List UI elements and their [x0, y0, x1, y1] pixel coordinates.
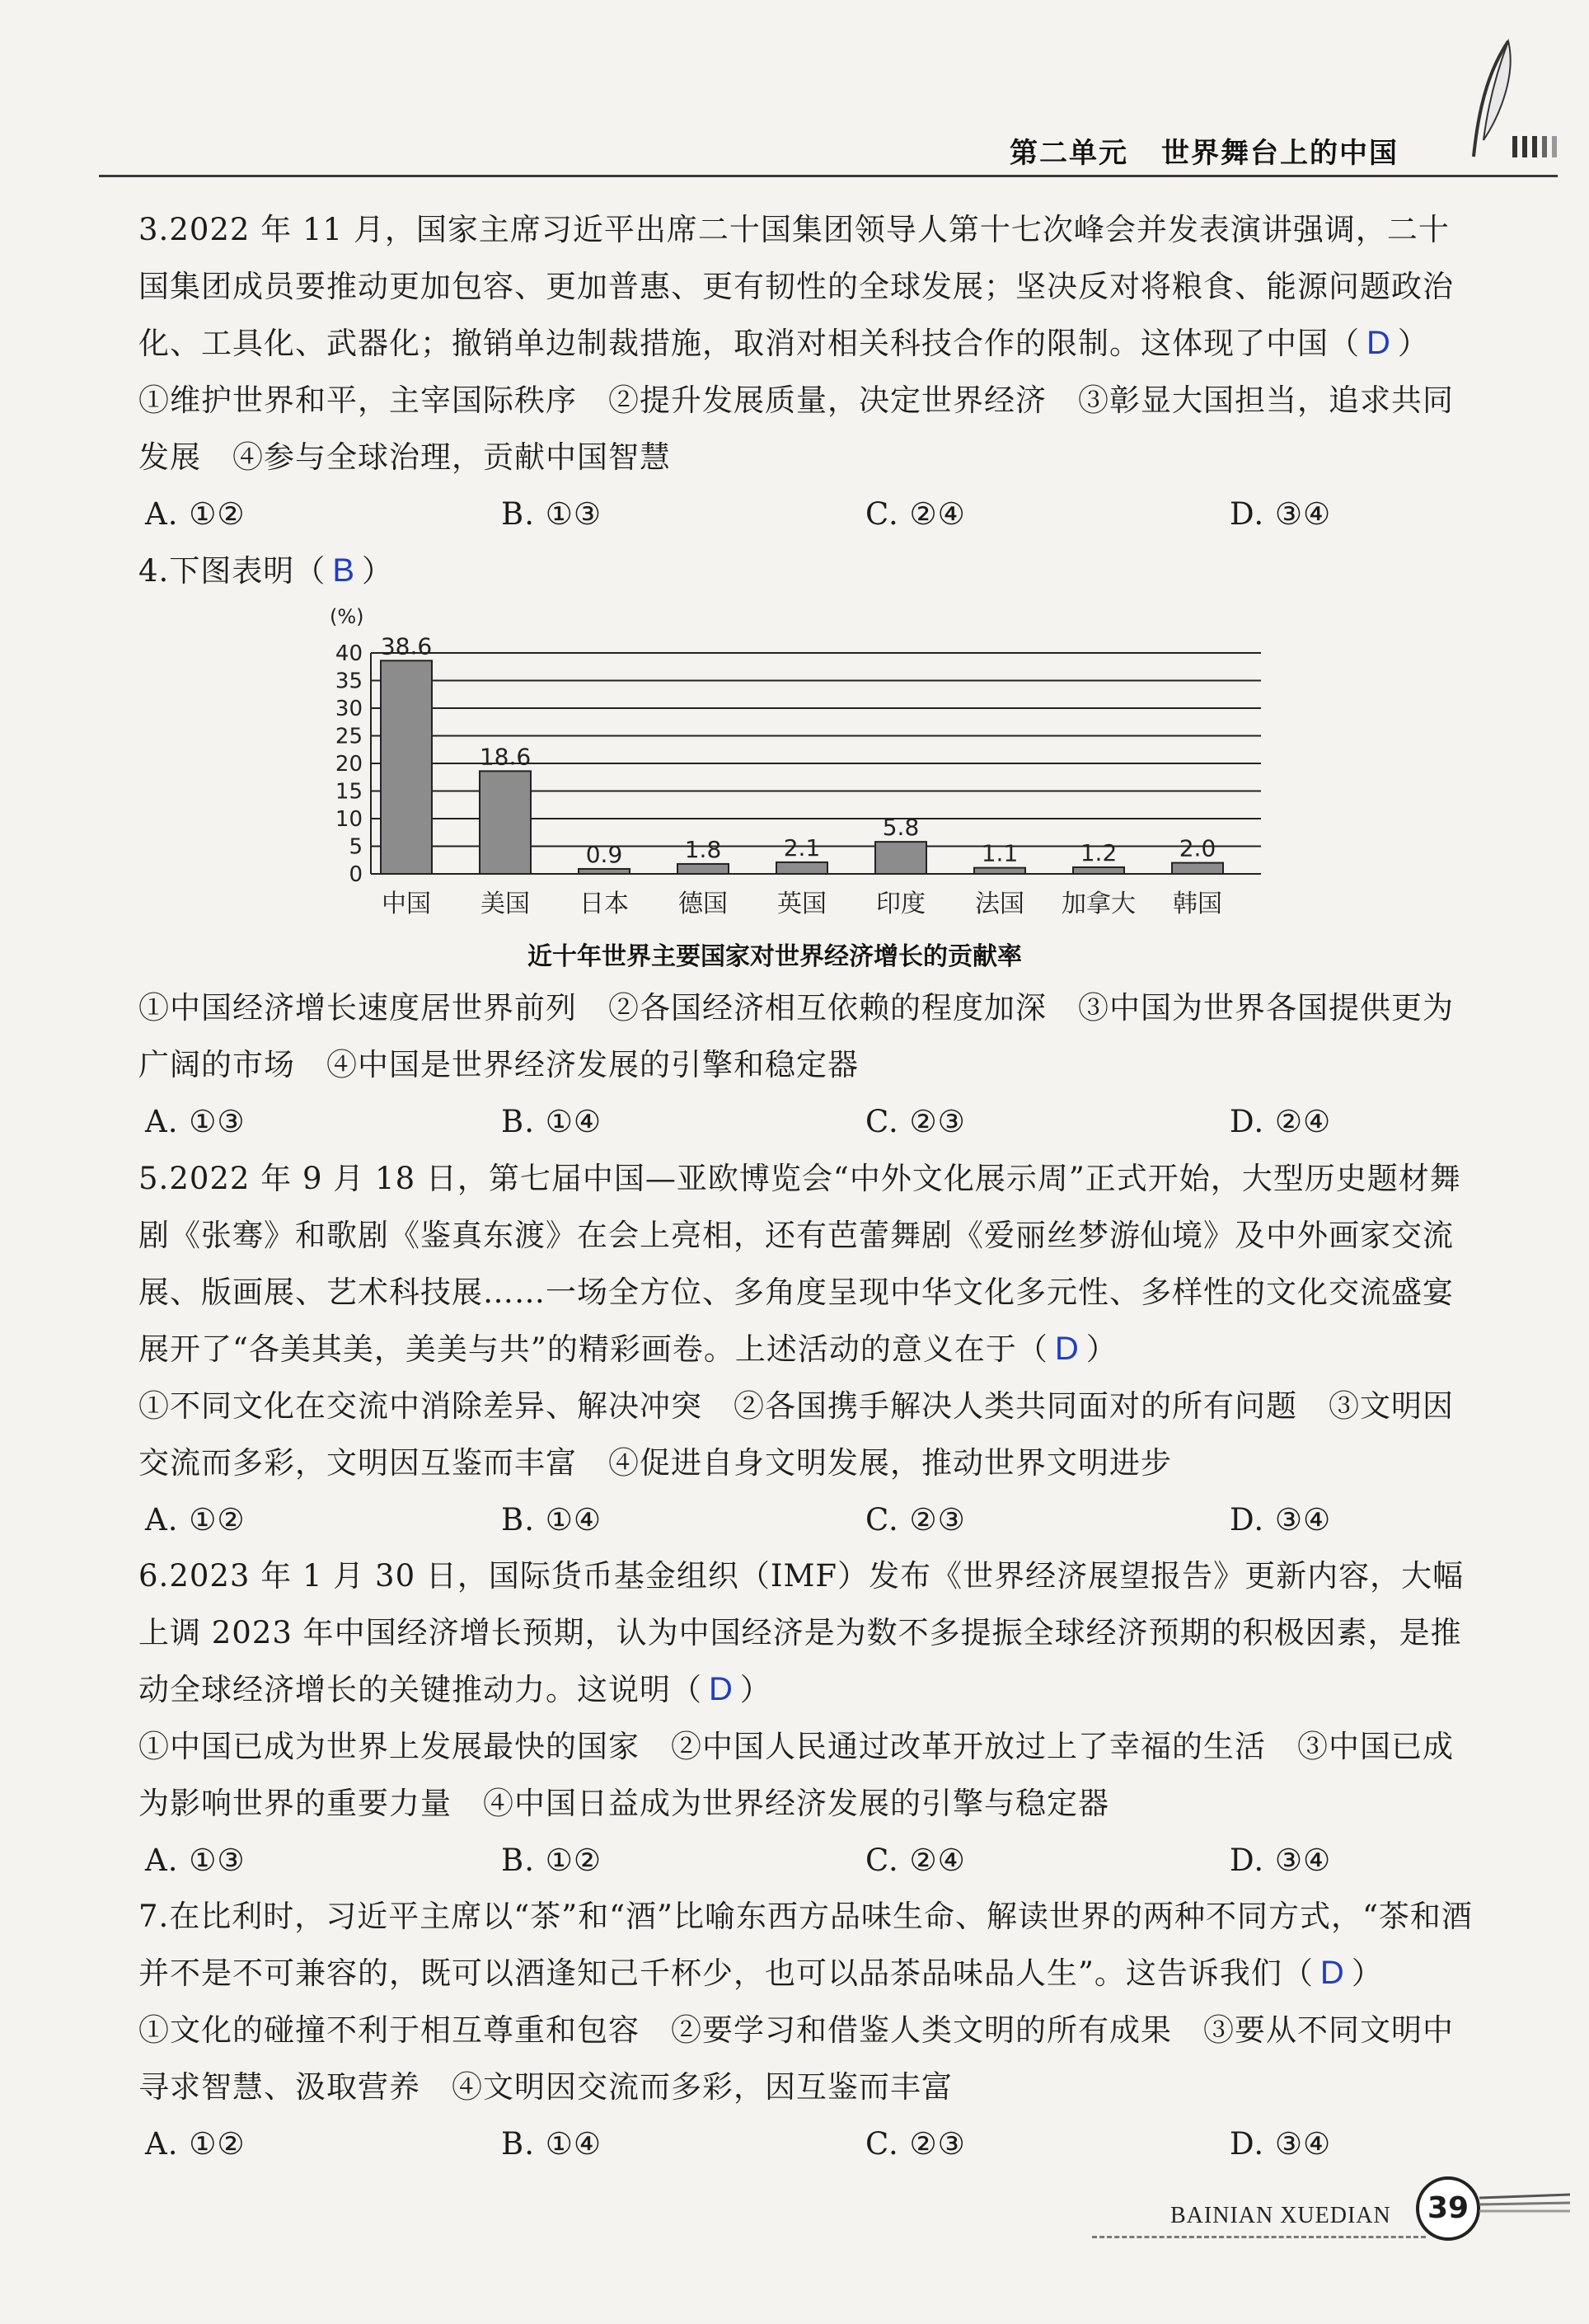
- question-4: 4.下图表明（ B ）: [138, 552, 393, 589]
- option-d: D. ③④: [1230, 1502, 1332, 1538]
- data-label: 18.6: [479, 743, 532, 771]
- question-number: 7.: [138, 1899, 170, 1934]
- y-tick-label: 10: [335, 807, 363, 832]
- footer-brand: BAINIAN XUEDIAN: [1170, 2203, 1391, 2228]
- footer-lines-icon: [1479, 2193, 1578, 2218]
- answer-mark: B: [332, 552, 355, 589]
- x-tick-label: 法国: [975, 890, 1024, 918]
- y-tick-label: 0: [349, 862, 363, 887]
- answer-mark: D: [1366, 325, 1391, 361]
- y-tick-label: 40: [335, 641, 363, 666]
- data-label: 1.1: [981, 839, 1019, 867]
- unit-title: 世界舞台上的中国: [1161, 137, 1399, 170]
- question-statements: ①文化的碰撞不利于相互尊重和包容 ②要学习和借鉴人类文明的所有成果 ③要从不同文明中寻求智慧、汲取营养 ④文明因交流而多彩，因互鉴而丰富: [138, 2012, 1454, 2105]
- option-b: B. ①④: [501, 2126, 602, 2162]
- option-b: B. ①④: [501, 1502, 602, 1538]
- option-a: A. ①③: [145, 1843, 246, 1878]
- unit-header: [1010, 130, 1399, 171]
- question-number: 4.: [138, 553, 170, 589]
- option-a: A. ①②: [145, 2126, 246, 2162]
- question-options: [138, 1093, 1474, 1150]
- y-tick-label: 5: [349, 834, 363, 860]
- bar-韩国: [1172, 863, 1223, 874]
- bar-加拿大: [1073, 867, 1124, 874]
- y-tick-label: 25: [335, 724, 363, 749]
- option-a: A. ①②: [145, 496, 246, 532]
- question-statements: ①中国已成为世界上发展最快的国家 ②中国人民通过改革开放过上了幸福的生活 ③中国已成为影响世界的重要力量 ④中国日益成为世界经济发展的引擎与稳定器: [138, 1729, 1454, 1821]
- answer-mark: D: [1054, 1331, 1080, 1367]
- data-label: 1.8: [684, 835, 722, 863]
- option-c: C. ②③: [865, 2126, 966, 2162]
- footer-rule: [1092, 2236, 1426, 2238]
- option-c: C. ②④: [865, 496, 966, 532]
- header-rule: [99, 175, 1558, 177]
- question-statements: ①不同文化在交流中消除差异、解决冲突 ②各国携手解决人类共同面对的所有问题 ③文明因交流而多彩，文明因互鉴而丰富 ④促进自身文明发展，推动世界文明进步: [138, 1388, 1454, 1481]
- question-7: 7.在比利时，习近平主席以“茶”和“酒”比喻东西方品味生命、解读世界的两种不同方式，“茶和酒并不是不可兼容的，既可以酒逢知己千杯少，也可以品茶品味品人生”。这告诉我们（ D ） ①文化的碰撞不利于相互尊重和包容 ②要学习和借鉴人类文明的所有成果 ③要从不同文明中寻求智慧、汲取营养 ④文明因交流而多彩，因互鉴而丰富 A. ①② B. ①④ C. ②③ D. ③④: [138, 1888, 1474, 2172]
- option-d: D. ③④: [1230, 496, 1332, 532]
- option-d: D. ③④: [1230, 1843, 1332, 1878]
- question-options: [138, 486, 1474, 542]
- question-number: 3.: [138, 212, 170, 247]
- option-a: A. ①②: [145, 1502, 246, 1538]
- y-tick-label: 20: [335, 752, 363, 777]
- bar-法国: [974, 868, 1025, 874]
- x-tick-label: 韩国: [1173, 890, 1222, 918]
- question-stem: 下图表明（: [169, 553, 326, 589]
- bar-日本: [579, 869, 630, 874]
- data-label: 38.6: [380, 632, 433, 660]
- option-c: C. ②③: [865, 1502, 966, 1538]
- x-tick-label: 日本: [579, 890, 629, 918]
- question-3: 3.2022 年 11 月，国家主席习近平出席二十国集团领导人第十七次峰会并发表演讲强调，二十国集团成员要推动更加包容、更加普惠、更有韧性的全球发展；坚决反对将粮食、能源问题政治化、工具化、武器化；撤销单边制裁措施，取消对相关科技合作的限制。这体现了中国（ D ） ①维护世界和平，主宰国际秩序 ②提升发展质量，决定世界经济 ③彰显大国担当，追求共同发展 ④参与全球治理，贡献中国智慧 A. ①② B. ①③ C. ②④ D. ③④: [138, 201, 1474, 542]
- question-6: 6.2023 年 1 月 30 日，国际货币基金组织（IMF）发布《世界经济展望报告》更新内容，大幅上调 2023 年中国经济增长预期，认为中国经济是为数不多提振全球经济预期的积极因素，是推动全球经济增长的关键推动力。这说明（ D ） ①中国已成为世界上发展最快的国家 ②中国人民通过改革开放过上了幸福的生活 ③中国已成为影响世界的重要力量 ④中国日益成为世界经济发展的引擎与稳定器 A. ①③ B. ①② C. ②④ D. ③④: [138, 1547, 1474, 1889]
- option-d: D. ③④: [1230, 2126, 1332, 2162]
- option-d: D. ②④: [1230, 1104, 1332, 1139]
- data-label: 2.1: [783, 833, 821, 862]
- question-statements: ①中国经济增长速度居世界前列 ②各国经济相互依赖的程度加深 ③中国为世界各国提供更为广阔的市场 ④中国是世界经济发展的引擎和稳定器: [138, 990, 1454, 1082]
- chart-title: 近十年世界主要国家对世界经济增长的贡献率: [527, 942, 1022, 971]
- bar-中国: [381, 660, 432, 874]
- option-c: C. ②④: [865, 1843, 966, 1878]
- bar-印度: [875, 842, 926, 874]
- question-statements: ①维护世界和平，主宰国际秩序 ②提升发展质量，决定世界经济 ③彰显大国担当，追求共同发展 ④参与全球治理，贡献中国智慧: [138, 383, 1454, 475]
- x-tick-label: 印度: [876, 890, 926, 918]
- x-tick-label: 加拿大: [1062, 890, 1136, 918]
- y-tick-label: 30: [335, 697, 363, 721]
- question-options: [138, 1832, 1474, 1889]
- y-tick-label: 35: [335, 669, 363, 694]
- header-bars-icon: [1512, 136, 1570, 161]
- question-stem: 2023 年 1 月 30 日，国际货币基金组织（IMF）发布《世界经济展望报告》更新内容，大幅上调 2023 年中国经济增长预期，认为中国经济是为数不多提振全球经济预期的积极因素，是推动全球经济增长的关键推动力。这说明（: [138, 1558, 1465, 1707]
- question-options: [138, 2115, 1474, 2172]
- data-label: 1.2: [1080, 838, 1118, 866]
- answer-mark: D: [709, 1671, 734, 1707]
- x-tick-label: 英国: [777, 890, 827, 918]
- question-4-body: [138, 979, 1474, 1150]
- question-number: 6.: [138, 1558, 170, 1594]
- option-b: B. ①④: [501, 1104, 602, 1139]
- bar-英国: [776, 862, 827, 874]
- answer-mark: D: [1319, 1955, 1345, 1991]
- question-5: 5.2022 年 9 月 18 日，第七届中国—亚欧博览会“中外文化展示周”正式开始，大型历史题材舞剧《张骞》和歌剧《鉴真东渡》在会上亮相，还有芭蕾舞剧《爱丽丝梦游仙境》及中外画家交流展、版画展、艺术科技展……一场全方位、多角度呈现中华文化多元性、多样性的文化交流盛宴展开了“各美其美，美美与共”的精彩画卷。上述活动的意义在于（ D ） ①不同文化在交流中消除差异、解决冲突 ②各国携手解决人类共同面对的所有问题 ③文明因交流而多彩，文明因互鉴而丰富 ④促进自身文明发展，推动世界文明进步 A. ①② B. ①④ C. ②③ D. ③④: [138, 1150, 1474, 1548]
- bar-德国: [677, 864, 729, 874]
- option-a: A. ①③: [145, 1104, 246, 1139]
- option-b: B. ①②: [501, 1843, 602, 1878]
- question-stem: 2022 年 11 月，国家主席习近平出席二十国集团领导人第十七次峰会并发表演讲强调，二十国集团成员要推动更加包容、更加普惠、更有韧性的全球发展；坚决反对将粮食、能源问题政治化、工具化、武器化；撤销单边制裁措施，取消对相关科技合作的限制。这体现了中国（: [138, 212, 1454, 361]
- page-number: 39: [1416, 2176, 1480, 2241]
- x-tick-label: 美国: [480, 890, 530, 918]
- y-axis-unit: (%): [330, 605, 364, 628]
- data-label: 5.8: [882, 814, 920, 842]
- question-stem: 2022 年 9 月 18 日，第七届中国—亚欧博览会“中外文化展示周”正式开始，大型历史题材舞剧《张骞》和歌剧《鉴真东渡》在会上亮相，还有芭蕾舞剧《爱丽丝梦游仙境》及中外画家交流展、版画展、艺术科技展……一场全方位、多角度呈现中华文化多元性、多样性的文化交流盛宴展开了“各美其美，美美与共”的精彩画卷。上述活动的意义在于（: [138, 1161, 1461, 1367]
- bar-美国: [480, 771, 531, 874]
- question-options: [138, 1491, 1474, 1548]
- y-tick-label: 15: [335, 779, 363, 805]
- option-b: B. ①③: [501, 496, 602, 532]
- unit-label: 第二单元: [1010, 137, 1128, 170]
- question-number: 5.: [138, 1161, 170, 1196]
- x-tick-label: 中国: [382, 890, 431, 918]
- contribution-bar-chart: [305, 602, 1294, 932]
- question-stem: 在比利时，习近平主席以“茶”和“酒”比喻东西方品味生命、解读世界的两种不同方式，“茶和酒并不是不可兼容的，既可以酒逢知己千杯少，也可以品茶品味品人生”。这告诉我们（: [138, 1899, 1473, 1991]
- data-label: 0.9: [585, 840, 623, 868]
- data-label: 2.0: [1179, 834, 1216, 862]
- x-tick-label: 德国: [678, 890, 728, 918]
- option-c: C. ②③: [865, 1104, 966, 1139]
